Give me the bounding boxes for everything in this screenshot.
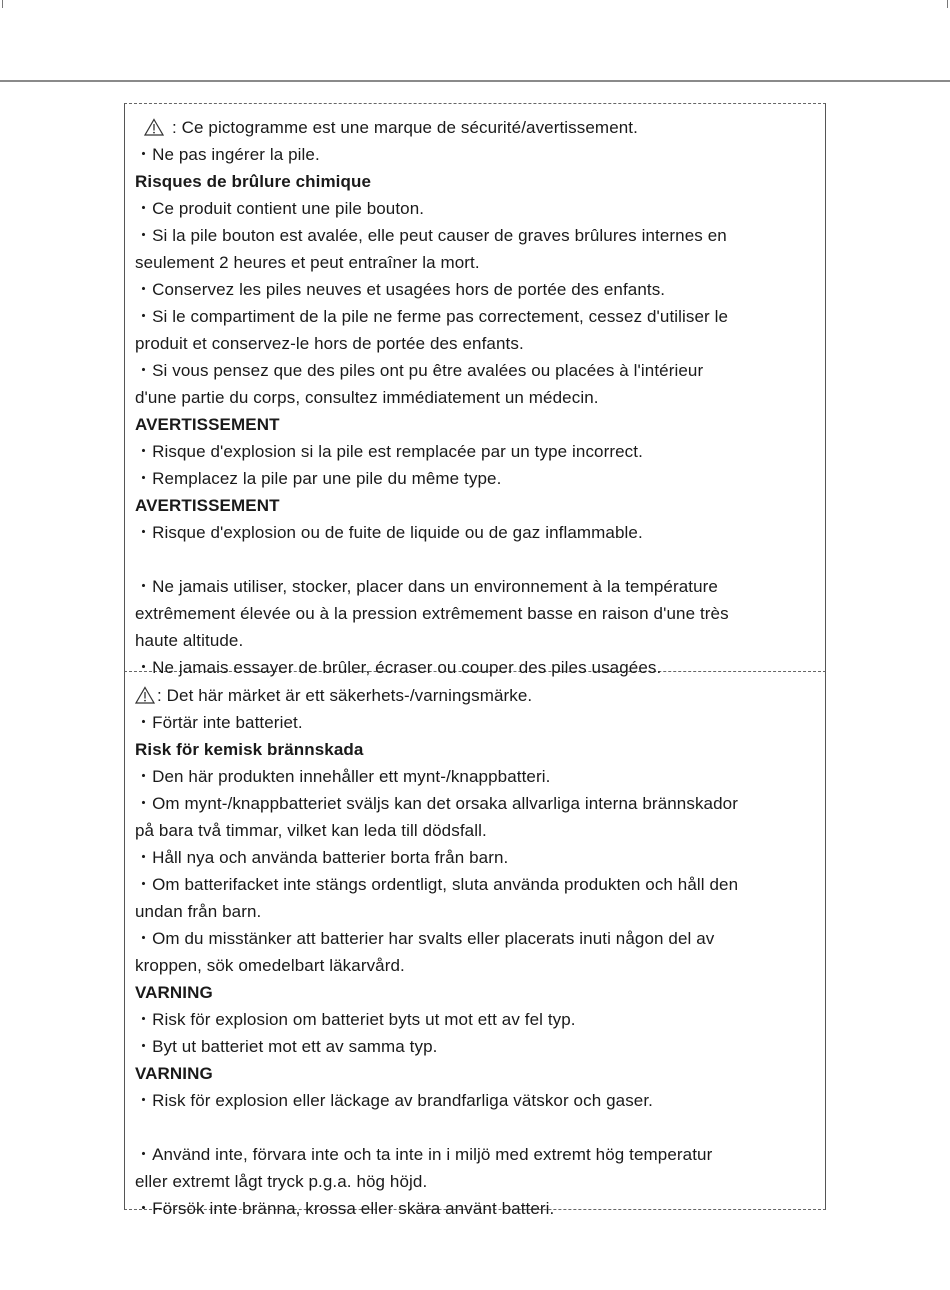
french-text-line: ・Si la pile bouton est avalée, elle peut causer de graves brûlures internes en: [135, 226, 727, 245]
french-intro-text: : Ce pictogramme est une marque de sécurité/avertissement.: [172, 118, 638, 137]
swedish-intro-text: : Det här märket är ett säkerhets-/varningsmärke.: [157, 686, 533, 705]
french-spacer: [135, 546, 815, 573]
swedish-heading: VARNING: [135, 1064, 213, 1083]
french-heading: Risques de brûlure chimique: [135, 172, 372, 191]
swedish-text-line: kroppen, sök omedelbart läkarvård.: [135, 956, 405, 975]
warning-triangle-icon: [144, 117, 164, 144]
swedish-text-line: ・Den här produkten innehåller ett mynt-/knappbatteri.: [135, 767, 551, 786]
swedish-heading: VARNING: [135, 983, 213, 1002]
french-text-line: ・Risque d'explosion ou de fuite de liquide ou de gaz inflammable.: [135, 523, 643, 542]
french-text-line: produit et conservez-le hors de portée des enfants.: [135, 334, 524, 353]
french-warning-section: [124, 103, 826, 677]
swedish-intro-line: [135, 682, 815, 709]
swedish-text-line: ・Byt ut batteriet mot ett av samma typ.: [135, 1037, 438, 1056]
crop-mark-right: [947, 0, 948, 8]
french-text-line: ・Ce produit contient une pile bouton.: [135, 199, 425, 218]
french-text-line: ・Conservez les piles neuves et usagées hors de portée des enfants.: [135, 280, 666, 299]
swedish-text-line: ・Risk för explosion om batteriet byts ut mot ett av fel typ.: [135, 1010, 576, 1029]
swedish-text-line: ・Om batterifacket inte stängs ordentligt, sluta använda produkten och håll den: [135, 875, 739, 894]
french-text-line: d'une partie du corps, consultez immédiatement un médecin.: [135, 388, 599, 407]
warning-triangle-icon: [135, 685, 155, 712]
swedish-text-line: undan från barn.: [135, 902, 262, 921]
swedish-text-line: ・Håll nya och använda batterier borta från barn.: [135, 848, 509, 867]
french-text-line: extrêmement élevée ou à la pression extrêmement basse en raison d'une très: [135, 604, 729, 623]
swedish-text-line: ・Försök inte bränna, krossa eller skära använt batteri.: [135, 1199, 555, 1218]
swedish-warning-section: [124, 672, 826, 1218]
french-text-line: ・Ne jamais essayer de brûler, écraser ou couper des piles usagées.: [135, 658, 662, 677]
french-text-line: ・Si le compartiment de la pile ne ferme pas correctement, cessez d'utiliser le: [135, 307, 729, 326]
swedish-text-line: ・Om mynt-/knappbatteriet sväljs kan det orsaka allvarliga interna brännskador: [135, 794, 738, 813]
french-heading: AVERTISSEMENT: [135, 415, 280, 434]
swedish-text-line: ・Använd inte, förvara inte och ta inte in i miljö med extremt hög temperatur: [135, 1145, 713, 1164]
french-heading: AVERTISSEMENT: [135, 496, 280, 515]
swedish-text-line: ・Förtär inte batteriet.: [135, 713, 303, 732]
swedish-text-line: eller extremt lågt tryck p.g.a. hög höjd.: [135, 1172, 428, 1191]
swedish-content: [135, 682, 815, 1222]
french-intro-line: [135, 114, 815, 141]
swedish-text-line: på bara två timmar, vilket kan leda till dödsfall.: [135, 821, 487, 840]
swedish-lines: [135, 709, 815, 1222]
french-content: [135, 114, 815, 681]
swedish-heading: Risk för kemisk brännskada: [135, 740, 364, 759]
french-text-line: ・Ne jamais utiliser, stocker, placer dans un environnement à la température: [135, 577, 718, 596]
swedish-text-line: ・Om du misstänker att batterier har svalts eller placerats inuti någon del av: [135, 929, 715, 948]
french-text-line: haute altitude.: [135, 631, 244, 650]
swedish-text-line: ・Risk för explosion eller läckage av brandfarliga vätskor och gaser.: [135, 1091, 653, 1110]
french-text-line: seulement 2 heures et peut entraîner la mort.: [135, 253, 480, 272]
header-rule: [0, 80, 950, 82]
swedish-spacer: [135, 1114, 815, 1141]
french-text-line: ・Risque d'explosion si la pile est remplacée par un type incorrect.: [135, 442, 643, 461]
french-text-line: ・Remplacez la pile par une pile du même type.: [135, 469, 502, 488]
french-text-line: ・Ne pas ingérer la pile.: [135, 145, 320, 164]
crop-mark-left: [2, 0, 3, 8]
french-text-line: ・Si vous pensez que des piles ont pu être avalées ou placées à l'intérieur: [135, 361, 704, 380]
french-lines: [135, 141, 815, 681]
